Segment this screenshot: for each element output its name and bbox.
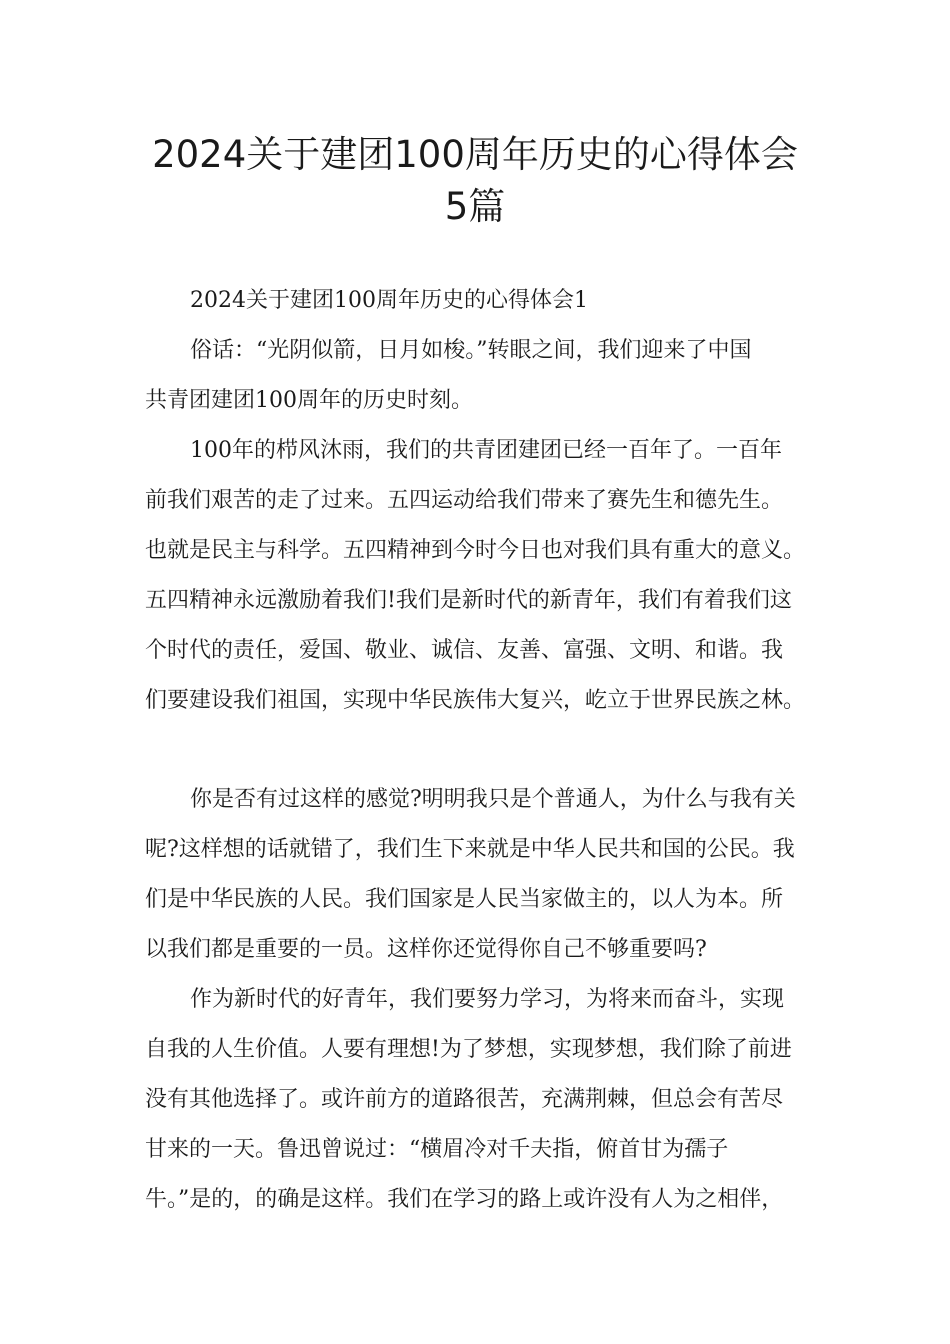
paragraph-line: 呢?这样想的话就错了，我们生下来就是中华人民共和国的公民。我 [145, 837, 795, 862]
paragraph-line: 个时代的责任，爱国、敬业、诚信、友善、富强、文明、和谐。我 [145, 638, 784, 663]
document-title-line-2: 5篇 [444, 185, 506, 228]
paragraph-line: 们是中华民族的人民。我们国家是人民当家做主的，以人为本。所 [145, 887, 784, 912]
paragraph-line: 自我的人生价值。人要有理想!为了梦想，实现梦想，我们除了前进 [145, 1037, 792, 1062]
paragraph-line: 100年的栉风沐雨，我们的共青团建团已经一百年了。一百年 [190, 438, 782, 463]
paragraph-line: 共青团建团100周年的历史时刻。 [145, 388, 473, 413]
paragraph-line: 们要建设我们祖国，实现中华民族伟大复兴，屹立于世界民族之林。 [145, 688, 806, 713]
paragraph-line: 以我们都是重要的一员。这样你还觉得你自己不够重要吗? [145, 937, 707, 962]
paragraph-line: 甘来的一天。鲁迅曾说过：“横眉冷对千夫指，俯首甘为孺子 [145, 1137, 729, 1162]
paragraph-line: 前我们艰苦的走了过来。五四运动给我们带来了赛先生和德先生。 [145, 488, 784, 513]
document-title-line-1: 2024关于建团100周年历史的心得体会 [152, 133, 798, 176]
section-heading: 2024关于建团100周年历史的心得体会1 [190, 288, 588, 313]
paragraph-line: 作为新时代的好青年，我们要努力学习，为将来而奋斗，实现 [190, 987, 785, 1012]
paragraph-line: 牛。”是的，的确是这样。我们在学习的路上或许没有人为之相伴， [145, 1187, 784, 1212]
paragraph-line: 没有其他选择了。或许前方的道路很苦，充满荆棘，但总会有苦尽 [145, 1087, 784, 1112]
paragraph-line: 五四精神永远激励着我们!我们是新时代的新青年，我们有着我们这 [145, 588, 792, 613]
paragraph-line: 也就是民主与科学。五四精神到今时今日也对我们具有重大的意义。 [145, 538, 806, 563]
paragraph-line: 你是否有过这样的感觉?明明我只是个普通人，为什么与我有关 [190, 787, 796, 812]
paragraph-line: 俗话：“光阴似箭，日月如梭。”转眼之间，我们迎来了中国 [190, 338, 752, 363]
